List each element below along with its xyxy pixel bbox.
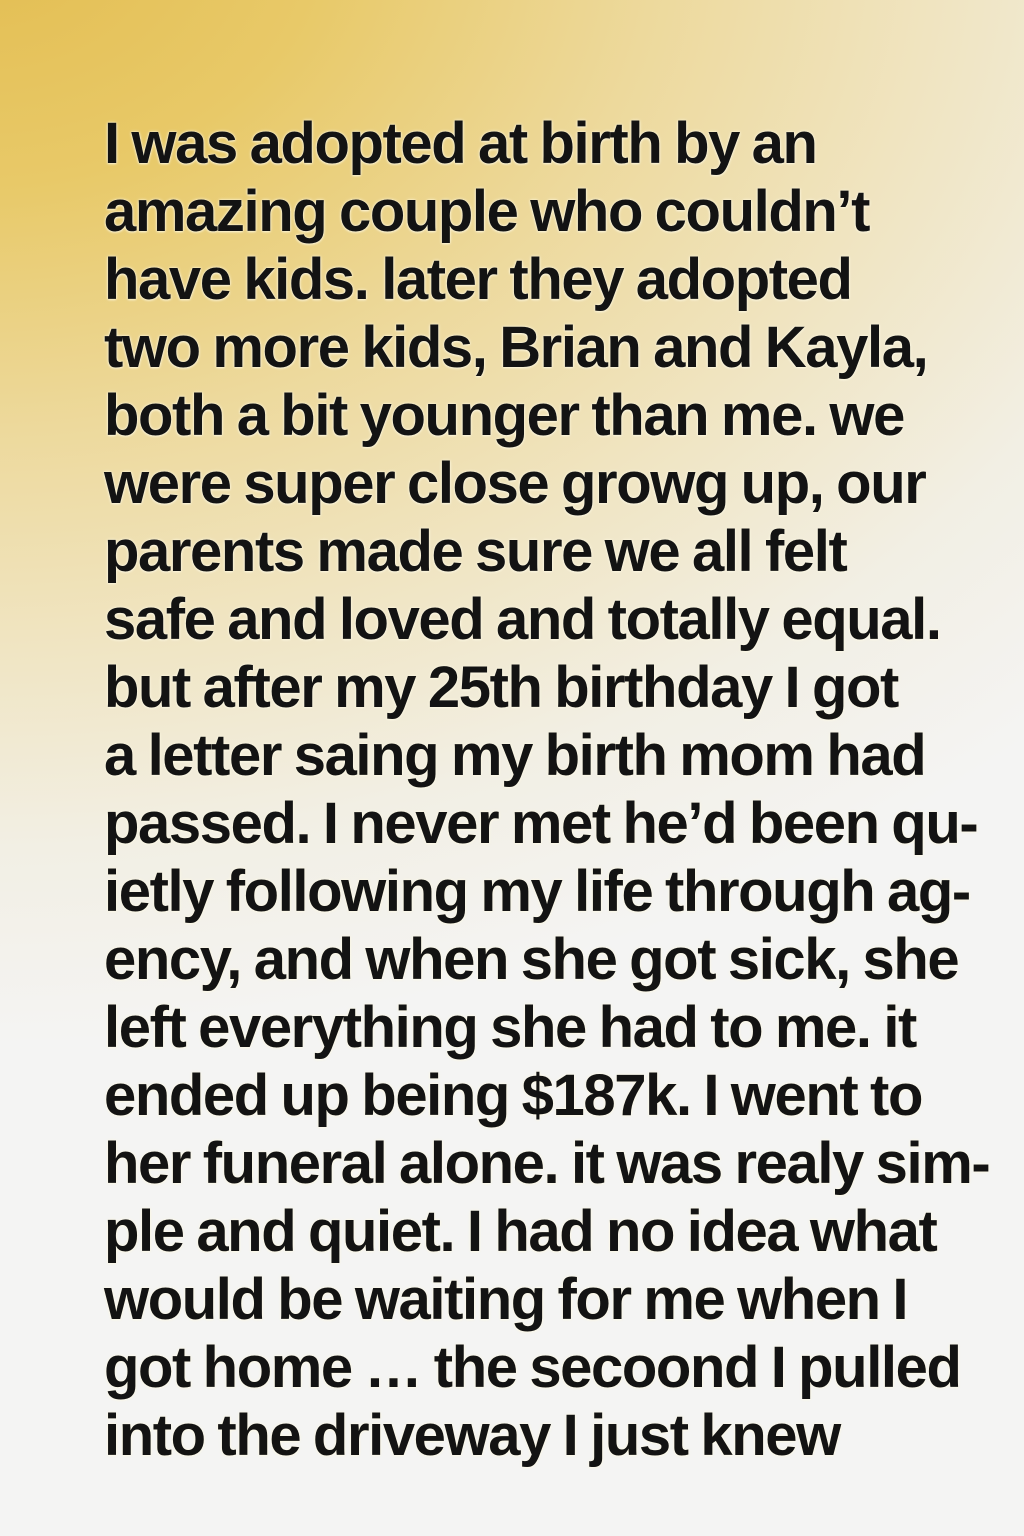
story-line: ple and quiet. I had no idea what	[104, 1199, 937, 1264]
story-line: ended up being $187k. I went to	[104, 1063, 922, 1128]
story-line: passed. I never met he’d been qu-	[104, 791, 978, 856]
story-line: ietly following my life through ag-	[104, 859, 970, 924]
story-line: but after my 25th birthday I got	[104, 655, 898, 720]
story-line: ency, and when she got sick, she	[104, 927, 959, 992]
story-line: left everything she had to me. it	[104, 995, 916, 1060]
story-line: amazing couple who couldn’t	[104, 179, 869, 244]
story-line: I was adopted at birth by an	[104, 111, 817, 176]
story-text-block	[104, 110, 990, 1470]
story-line: both a bit younger than me. we	[104, 383, 904, 448]
story-line: got home … the secoond I pulled	[104, 1335, 961, 1400]
story-line: have kids. later they adopted	[104, 247, 852, 312]
story-line: would be waiting for me when I	[104, 1267, 908, 1332]
story-line: safe and loved and totally equal.	[104, 587, 941, 652]
story-line: two more kids, Brian and Kayla,	[104, 315, 928, 380]
story-line: were super close growg up, our	[104, 451, 926, 516]
story-line: parents made sure we all felt	[104, 519, 847, 584]
story-line: into the driveway I just knew	[104, 1403, 840, 1468]
story-line: a letter saing my birth mom had	[104, 723, 926, 788]
story-line: her funeral alone. it was realy sim-	[104, 1131, 990, 1196]
